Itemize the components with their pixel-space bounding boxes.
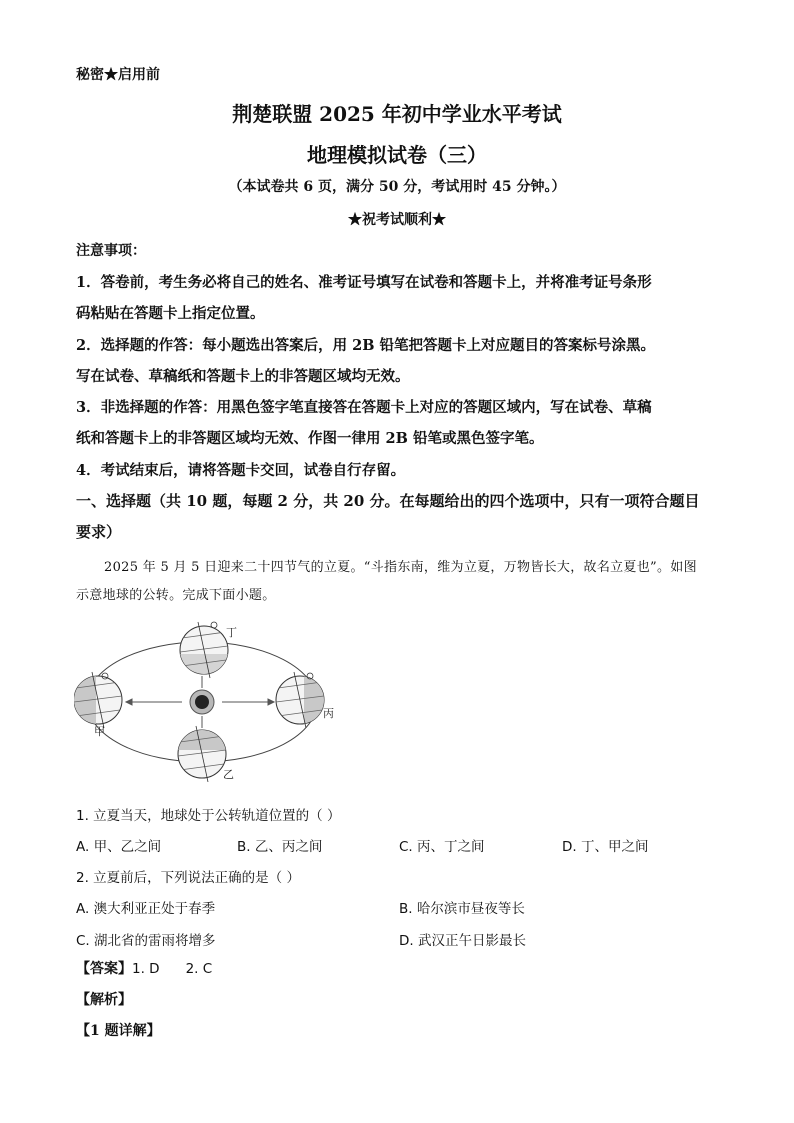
earth-bing-icon — [276, 672, 328, 728]
notice-line: 1．答卷前，考生务必将自己的姓名、准考证号填写在试卷和答题卡上，并将准考证号条形 — [76, 274, 652, 291]
answer-1: 1. D — [132, 961, 160, 977]
q1-option-c: C. 丙、丁之间 — [399, 839, 485, 855]
answer-line — [76, 958, 212, 978]
earth-jia-icon — [74, 672, 122, 728]
q1-option-b: B. 乙、丙之间 — [237, 839, 323, 855]
passage-text: 示意地球的公转。完成下面小题。 — [76, 588, 276, 603]
detail-tag: 【1 题详解】 — [76, 1023, 161, 1039]
earth-ding-icon — [180, 622, 228, 678]
q1-option-d: D. 丁、甲之间 — [562, 839, 649, 855]
q2-option-d: D. 武汉正午日影最长 — [399, 933, 526, 949]
exam-subject-title: 地理模拟试卷（三） — [307, 143, 487, 167]
q1-option-a: A. 甲、乙之间 — [76, 839, 162, 855]
sun-icon — [190, 690, 214, 714]
q2-option-a: A. 澳大利亚正处于春季 — [76, 901, 216, 917]
label-bing: 丙 — [323, 707, 334, 720]
notice-line: 4．考试结束后，请将答题卡交回，试卷自行存留。 — [76, 462, 406, 479]
notice-line: 码粘贴在答题卡上指定位置。 — [76, 305, 265, 322]
label-yi: 乙 — [223, 768, 234, 781]
section-heading: 一、选择题（共 10 题，每题 2 分，共 20 分。在每题给出的四个选项中，只有一项符合题目 — [76, 492, 700, 510]
notice-line: 写在试卷、草稿纸和答题卡上的非答题区域均无效。 — [76, 368, 410, 385]
notice-line: 3．非选择题的作答：用黑色签字笔直接答在答题卡上对应的答题区域内，写在试卷、草稿 — [76, 399, 652, 416]
section-heading-cont: 要求） — [76, 523, 122, 541]
exam-subtitle: （本试卷共 6 页，满分 50 分，考试用时 45 分钟。） — [228, 179, 566, 195]
analysis-tag: 【解析】 — [76, 992, 132, 1008]
notice-line: 纸和答题卡上的非答题区域均无效、作图一律用 2B 铅笔或黑色签字笔。 — [76, 430, 544, 447]
question-1-stem: 1. 立夏当天，地球处于公转轨道位置的（ ） — [76, 808, 341, 824]
earth-yi-icon — [178, 726, 226, 782]
answer-tag: 【答案】 — [76, 961, 132, 977]
q2-option-c: C. 湖北省的雷雨将增多 — [76, 933, 216, 949]
q2-option-b: B. 哈尔滨市昼夜等长 — [399, 901, 525, 917]
notice-line: 2．选择题的作答：每小题选出答案后，用 2B 铅笔把答题卡上对应题目的答案标号涂黑。 — [76, 337, 656, 354]
label-jia: 甲 — [94, 725, 105, 738]
confidential-label: 秘密★启用前 — [76, 67, 160, 83]
question-2-stem: 2. 立夏前后，下列说法正确的是（ ） — [76, 870, 300, 886]
label-ding: 丁 — [226, 626, 237, 639]
notice-heading: 注意事项： — [76, 243, 146, 259]
good-luck-line: ★祝考试顺利★ — [348, 212, 446, 228]
earth-revolution-diagram — [74, 616, 354, 782]
answer-2: 2. C — [185, 961, 213, 977]
exam-title: 荆楚联盟 2025 年初中学业水平考试 — [232, 102, 562, 126]
passage-text: 2025 年 5 月 5 日迎来二十四节气的立夏。“斗指东南，维为立夏，万物皆长大，故名立夏也”。如图 — [104, 560, 697, 575]
